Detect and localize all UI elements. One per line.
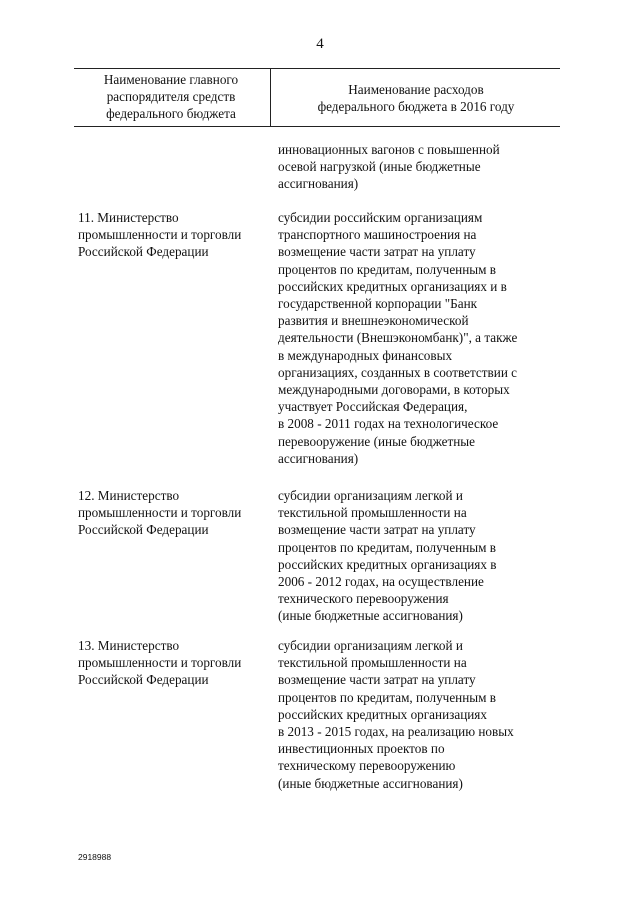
document-code: 2918988 <box>78 852 112 862</box>
row-recipient: 13. Министерство промышленности и торговли Российской Федерации <box>78 638 242 688</box>
row-expense: инновационных вагонов с повышенной осевой нагрузкой (иные бюджетные ассигнования) <box>278 142 500 192</box>
row-expense: субсидии российским организациям транспортного машиностроения на возмещение части затрат на уплату процентов по кредитам, полученным в российских кредитных организациях и в государственной корпорации "Банк развития и внешнеэкономической деятельности (Внешэкономбанк)", а также в международных финансовых организациях, созданных в соответствии с международными договорами, в которых участвует Российская Федерация, в 2008 - 2011 годах на технологическое перевооружение (иные бюджетные ассигнования) <box>278 210 518 466</box>
row-expense: субсидии организациям легкой и текстильной промышленности на возмещение части затрат на уплату процентов по кредитам, полученным в российских кредитных организациях в 2013 - 2015 годах, на реализацию новых инвестиционных проектов по техническому перевооружению (иные бюджетные ассигнования) <box>278 638 514 791</box>
row-recipient: 12. Министерство промышленности и торговли Российской Федерации <box>78 488 242 538</box>
page-number: 4 <box>316 36 324 52</box>
row-expense: субсидии организациям легкой и текстильной промышленности на возмещение части затрат на уплату процентов по кредитам, полученным в российских кредитных организациях в 2006 - 2012 годах, на осуществление технического перевооружения (иные бюджетные ассигнования) <box>278 488 497 624</box>
table-column-divider <box>270 68 271 126</box>
row-recipient: 11. Министерство промышленности и торговли Российской Федерации <box>78 210 242 260</box>
header-col-recipient: Наименование главного распорядителя средств федерального бюджета <box>103 72 239 121</box>
table-top-rule <box>74 68 560 69</box>
table-header-rule <box>74 126 560 127</box>
header-col-expense: Наименование расходов федерального бюджета в 2016 году <box>317 82 515 114</box>
